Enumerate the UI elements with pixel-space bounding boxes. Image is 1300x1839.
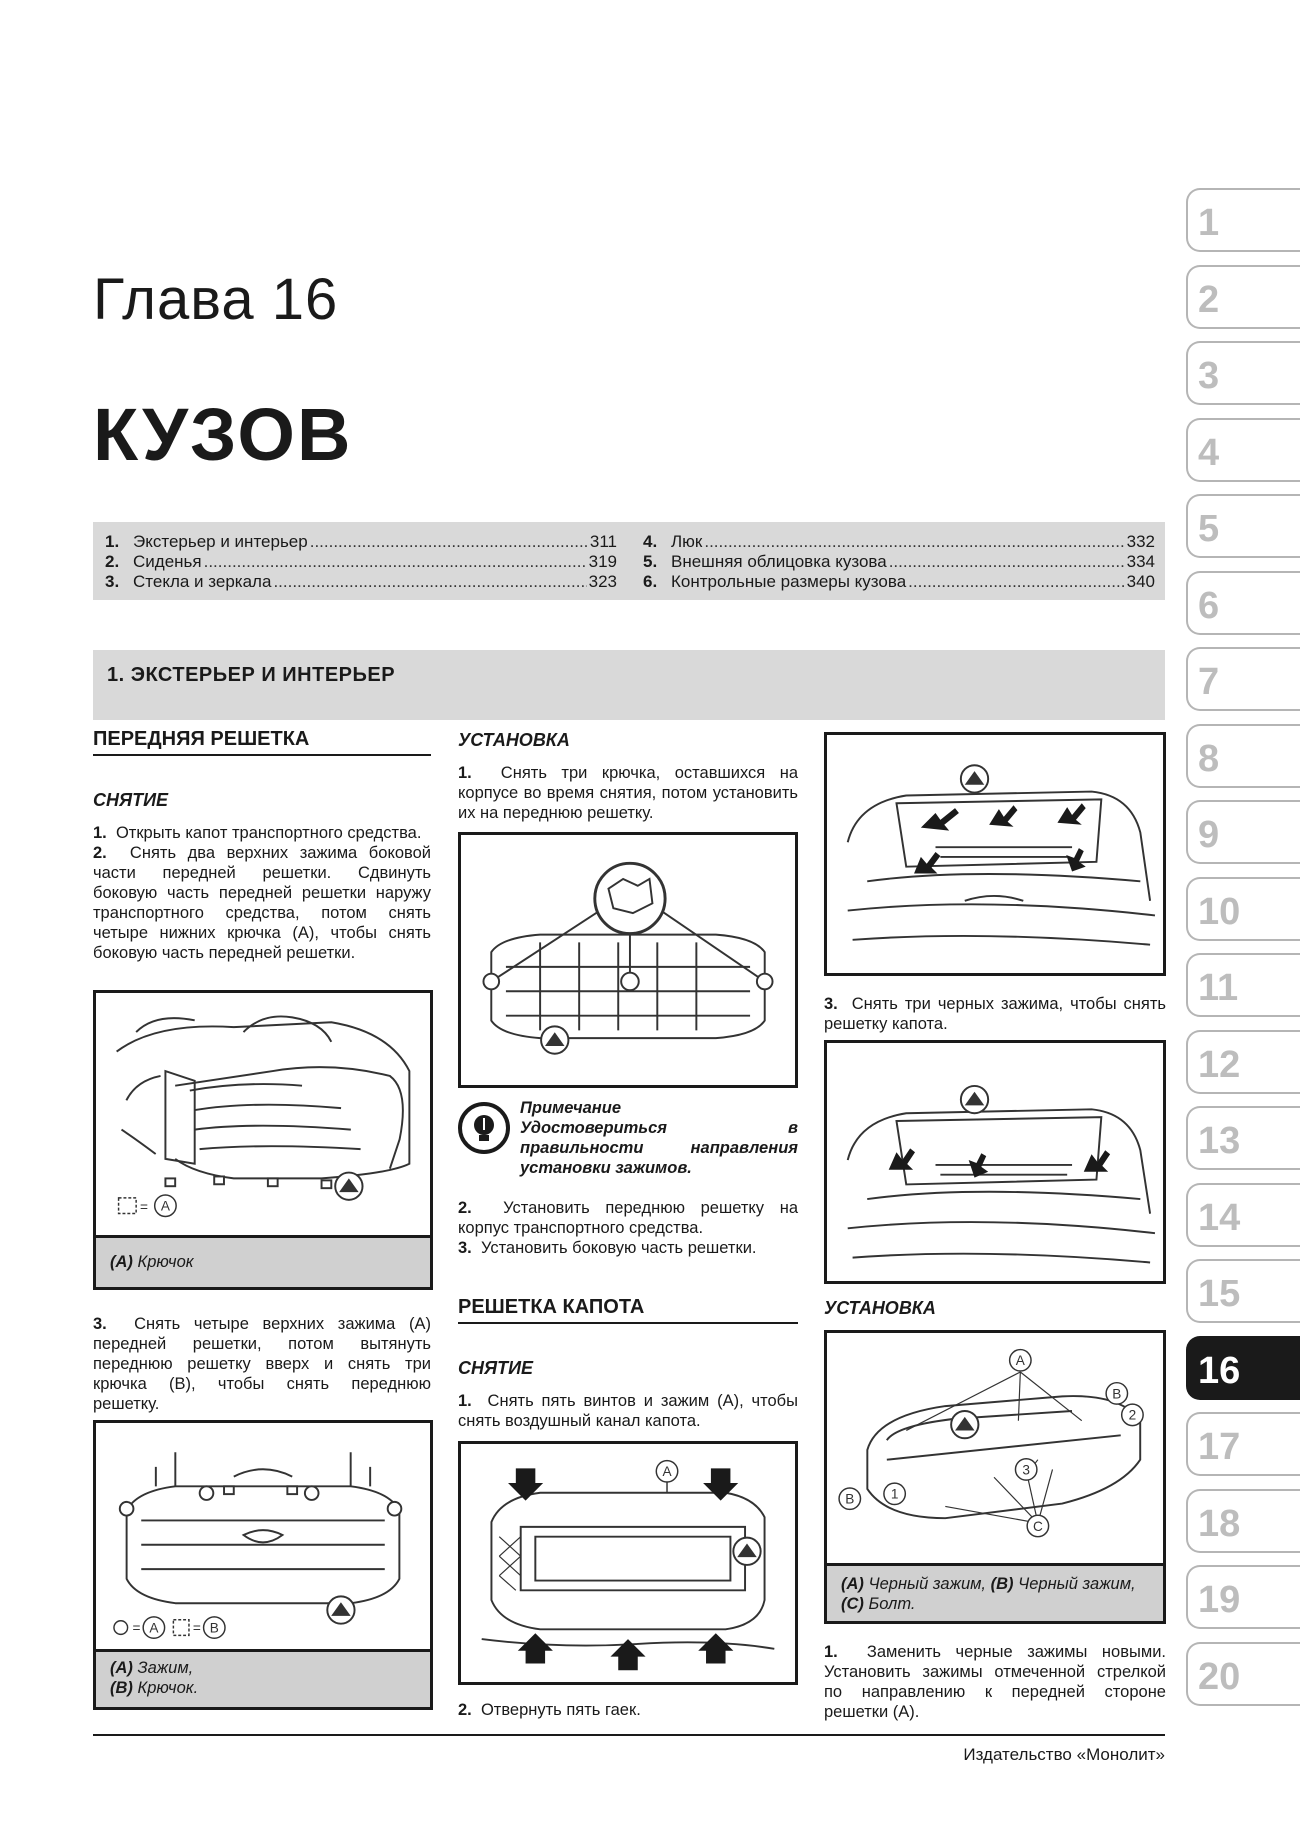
chapter-tab-label: 15 (1198, 1273, 1241, 1315)
chapter-tab-label: 19 (1198, 1579, 1241, 1621)
chapter-tab-label: 17 (1198, 1426, 1241, 1468)
note-lightbulb-icon (458, 1102, 510, 1154)
chapter-tab-12[interactable] (1186, 1030, 1300, 1094)
svg-text:=: = (140, 1199, 149, 1215)
figure-hood-grille-installation (824, 1330, 1166, 1566)
callout-label: B (1112, 1386, 1122, 1402)
toc-item-title: Контрольные размеры кузова (671, 572, 907, 591)
chapter-tab-11[interactable] (1186, 953, 1300, 1017)
step: 2. Отвернуть пять гаек. (458, 1701, 641, 1719)
figure-hood-grille-clips (824, 732, 1166, 976)
chapter-tab-label: 1 (1198, 202, 1220, 244)
callout-label: 3 (1022, 1462, 1030, 1478)
toc-item-page: 323 (588, 572, 617, 591)
toc-item-number: 6. (643, 572, 658, 591)
chapter-tab-5[interactable] (1186, 494, 1300, 558)
svg-text:=: = (132, 1620, 141, 1636)
figure-caption: (А) Зажим, (В) Крючок. (93, 1652, 433, 1710)
toc-item-page: 311 (589, 532, 617, 551)
step: 1. Заменить черные зажимы новыми. Установить зажимы отмеченной стрелкой по направлению к передней стороне решетки (А). (824, 1643, 1166, 1721)
figure-side-grille-hooks (93, 990, 433, 1238)
callout-label: C (1032, 1518, 1043, 1534)
text-block (93, 823, 431, 963)
chapter-tab-16[interactable] (1186, 1336, 1300, 1400)
chapter-tab-label: 10 (1198, 890, 1241, 933)
figure-hooks-installation (458, 832, 798, 1088)
toc-item-title: Сиденья (133, 552, 202, 571)
chapter-tab-10[interactable] (1186, 877, 1300, 941)
chapter-tab-label: 11 (1198, 967, 1239, 1009)
chapter-tab-1[interactable] (1186, 188, 1300, 252)
toc-item-title: Экстерьер и интерьер (133, 532, 308, 551)
chapter-tab-label: 2 (1198, 278, 1220, 321)
toc-item-title: Люк (671, 532, 703, 551)
illustration-air-duct (461, 1444, 795, 1682)
step: 3. Снять три черных зажима, чтобы снять решетку капота. (824, 995, 1166, 1033)
subheading-removal: СНЯТИЕ (93, 790, 169, 810)
figure-caption: (А) Черный зажим, (В) Черный зажим, (С) Болт. (824, 1566, 1166, 1624)
text-block (824, 994, 1166, 1034)
chapter-tab-label: 5 (1198, 508, 1220, 550)
toc-item-page: 332 (1126, 532, 1155, 551)
chapter-tab-17[interactable] (1186, 1412, 1300, 1476)
chapter-tab-15[interactable] (1186, 1259, 1300, 1323)
chapter-tab-2[interactable] (1186, 265, 1300, 329)
toc-item[interactable] (643, 532, 1155, 552)
chapter-tab-7[interactable] (1186, 647, 1300, 711)
chapter-tab-label: 3 (1198, 355, 1220, 397)
callout-label: 2 (1128, 1407, 1137, 1423)
heading-front-grille: ПЕРЕДНЯЯ РЕШЕТКА (93, 728, 431, 756)
step: 1. Снять пять винтов и зажим (А), чтобы снять воздушный канал капота. (458, 1392, 798, 1430)
chapter-tab-label: 4 (1198, 431, 1220, 474)
step: 1. Снять три крючка, оставшихся на корпусе во время снятия, потом установить их на переднюю решетку. (458, 764, 798, 822)
text-block (458, 763, 798, 823)
step: 1. Открыть капот транспортного средства. (93, 824, 422, 842)
chapter-tab-6[interactable] (1186, 571, 1300, 635)
step: 2. Снять два верхних зажима боковой части передней решетки. Сдвинуть боковую часть передней решетки наружу транспортного средства, потом снять четыре нижних крючка (А), чтобы снять боковую часть передней решетки. (93, 844, 431, 962)
toc-item[interactable] (105, 572, 617, 592)
figure-front-grille-clips (93, 1420, 433, 1652)
table-of-contents (93, 522, 1165, 600)
heading-hood-grille: РЕШЕТКА КАПОТА (458, 1296, 798, 1324)
chapter-tab-9[interactable] (1186, 800, 1300, 864)
toc-item-title: Стекла и зеркала (133, 572, 272, 591)
text-block (824, 1642, 1166, 1722)
text-block (93, 1314, 431, 1414)
callout-label: B (845, 1491, 855, 1507)
toc-item-title: Внешняя облицовка кузова (671, 552, 887, 571)
chapter-tab-4[interactable] (1186, 418, 1300, 482)
text-block (458, 1700, 798, 1720)
illustration-hood-grille-top (827, 735, 1163, 973)
chapter-tab-label: 9 (1198, 814, 1220, 856)
chapter-tab-label: 7 (1198, 661, 1220, 703)
chapter-tab-label: 8 (1198, 737, 1220, 780)
step: 3. Установить боковую часть решетки. (458, 1239, 757, 1257)
figure-hood-grille-removal (824, 1040, 1166, 1284)
chapter-tab-20[interactable] (1186, 1642, 1300, 1706)
callout-label: A (160, 1198, 170, 1214)
step: 2. Установить переднюю решетку на корпус транспортного средства. (458, 1199, 798, 1237)
chapter-number: Глава 16 (93, 267, 339, 332)
toc-item-page: 334 (1126, 552, 1155, 571)
chapter-tab-label: 6 (1198, 584, 1220, 627)
illustration-headlamp-hooks (96, 993, 430, 1235)
chapter-tab-13[interactable] (1186, 1106, 1300, 1170)
svg-text:=: = (192, 1620, 201, 1636)
toc-item-number: 2. (105, 552, 120, 571)
toc-column-left (105, 532, 617, 592)
chapter-tab-label: 14 (1198, 1196, 1241, 1239)
toc-item[interactable] (643, 572, 1155, 592)
illustration-hood-grille-parts (827, 1333, 1163, 1563)
chapter-title: КУЗОВ (93, 393, 353, 476)
toc-item-number: 5. (643, 552, 658, 571)
step: 3. Снять четыре верхних зажима (А) передней решетки, потом вытянуть переднюю решетку вверх и снять три крючка (В), чтобы снять переднюю решетку. (93, 1315, 431, 1413)
publisher-name: Издательство «Монолит» (963, 1745, 1165, 1764)
toc-item-page: 319 (588, 552, 617, 571)
illustration-grille-hooks (461, 835, 795, 1085)
callout-label: B (209, 1620, 219, 1636)
toc-item-number: 4. (643, 532, 658, 551)
chapter-tab-19[interactable] (1186, 1565, 1300, 1629)
toc-item[interactable] (643, 552, 1155, 572)
section-header (93, 650, 1165, 720)
callout-label: 1 (890, 1486, 899, 1502)
chapter-tab-label: 16 (1198, 1349, 1241, 1392)
callout-label: A (662, 1464, 672, 1480)
figure-hood-air-duct (458, 1441, 798, 1685)
chapter-tab-3[interactable] (1186, 341, 1300, 405)
illustration-hood-grille (827, 1043, 1163, 1281)
illustration-front-grille (96, 1423, 430, 1649)
section-title: 1. ЭКСТЕРЬЕР И ИНТЕРЬЕР (107, 664, 396, 686)
toc-item[interactable] (105, 552, 617, 572)
figure-caption: (А) Крючок (93, 1238, 433, 1290)
chapter-tab-label: 12 (1198, 1043, 1241, 1086)
subheading-removal: СНЯТИЕ (458, 1358, 534, 1378)
subheading-installation: УСТАНОВКА (824, 1298, 936, 1318)
chapter-tab-14[interactable] (1186, 1183, 1300, 1247)
note-text: Удостовериться в правильности направления установки зажимов. (520, 1119, 798, 1177)
toc-item-number: 3. (105, 572, 120, 591)
text-block (458, 1198, 798, 1258)
chapter-tab-label: 20 (1198, 1655, 1241, 1698)
note-heading: Примечание (520, 1099, 622, 1117)
callout-label: A (1015, 1353, 1025, 1369)
chapter-tab-18[interactable] (1186, 1489, 1300, 1553)
toc-item[interactable] (105, 532, 617, 552)
toc-item-number: 1. (105, 532, 120, 551)
chapter-tab-8[interactable] (1186, 724, 1300, 788)
toc-item-page: 340 (1126, 572, 1155, 591)
chapter-tab-label: 13 (1198, 1120, 1241, 1162)
callout-label: A (149, 1620, 159, 1636)
footer-rule (93, 1734, 1165, 1736)
subheading-installation: УСТАНОВКА (458, 730, 570, 750)
text-block (458, 1391, 798, 1431)
chapter-tab-label: 18 (1198, 1502, 1241, 1545)
toc-column-right (643, 532, 1155, 592)
